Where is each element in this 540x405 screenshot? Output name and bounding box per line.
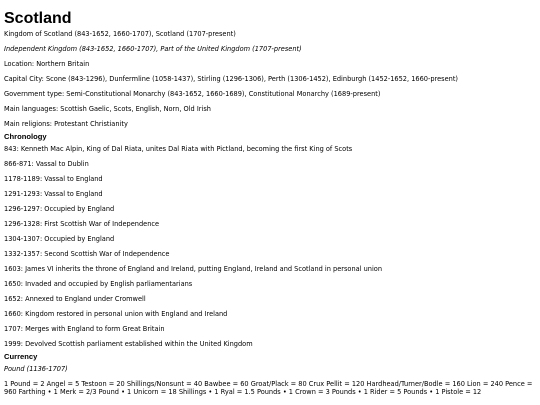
chronology-item: 1178-1189: Vassal to England — [4, 175, 103, 183]
currency-detail: 1 Pound = 2 Angel = 5 Testoon = 20 Shillings/Nonsunt = 40 Bawbee = 60 Groat/Plack = 80 Crux Pellit = 120 Hardhead/Turner/Bodle = 160 Lion = 240 Pence = 960 Farthing • 1 Merk = 2/3 Pound • 1 Unicorn = 18 Shillings • 1 Ryal = 1.5 Pounds • 1 Crown = 3 Pounds • 1 Rider = 5 Pounds • 1 Pistole = 12 — [4, 380, 533, 396]
chronology-item: 1296-1297: Occupied by England — [4, 205, 115, 213]
chronology-item: 843: Kenneth Mac Alpin, King of Dal Riata, unites Dal Riata with Pictland, becoming the first King of Scots — [4, 145, 353, 153]
page-title: Scotland — [4, 10, 72, 27]
currency-name: Pound (1136-1707) — [4, 365, 68, 373]
chronology-item: 1660: Kingdom restored in personal union with England and Ireland — [4, 310, 228, 318]
location-line: Location: Northern Britain — [4, 60, 90, 68]
status-line: Independent Kingdom (843-1652, 1660-1707), Part of the United Kingdom (1707-present) — [4, 45, 302, 53]
chronology-item: 1652: Annexed to England under Cromwell — [4, 295, 146, 303]
languages-line: Main languages: Scottish Gaelic, Scots, English, Norn, Old Irish — [4, 105, 211, 113]
chronology-heading: Chronology — [4, 132, 47, 141]
chronology-item: 1999: Devolved Scottish parliament established within the United Kingdom — [4, 340, 253, 348]
currency-heading: Currency — [4, 352, 38, 361]
chronology-item: 1603: James VI inherits the throne of England and Ireland, putting England, Ireland and Scotland in personal union — [4, 265, 383, 273]
capital-line: Capital City: Scone (843-1296), Dunfermline (1058-1437), Stirling (1296-1306), Perth (1306-1452), Edinburgh (1452-1652, 1660-present) — [4, 75, 458, 83]
chronology-item: 1650: Invaded and occupied by English parliamentarians — [4, 280, 193, 288]
religions-line: Main religions: Protestant Christianity — [4, 120, 128, 128]
official-names: Kingdom of Scotland (843-1652, 1660-1707), Scotland (1707-present) — [4, 30, 236, 38]
document-page — [4, 0, 536, 396]
government-line: Government type: Semi-Constitutional Monarchy (843-1652, 1660-1689), Constitutional Monarchy (1689-present) — [4, 90, 381, 98]
chronology-item: 1304-1307: Occupied by England — [4, 235, 115, 243]
chronology-item: 1707: Merges with England to form Great Britain — [4, 325, 165, 333]
chronology-item: 1296-1328: First Scottish War of Independence — [4, 220, 160, 228]
chronology-item: 1291-1293: Vassal to England — [4, 190, 103, 198]
chronology-item: 1332-1357: Second Scottish War of Independence — [4, 250, 170, 258]
chronology-list — [4, 145, 536, 348]
chronology-item: 866-871: Vassal to Dublin — [4, 160, 89, 168]
